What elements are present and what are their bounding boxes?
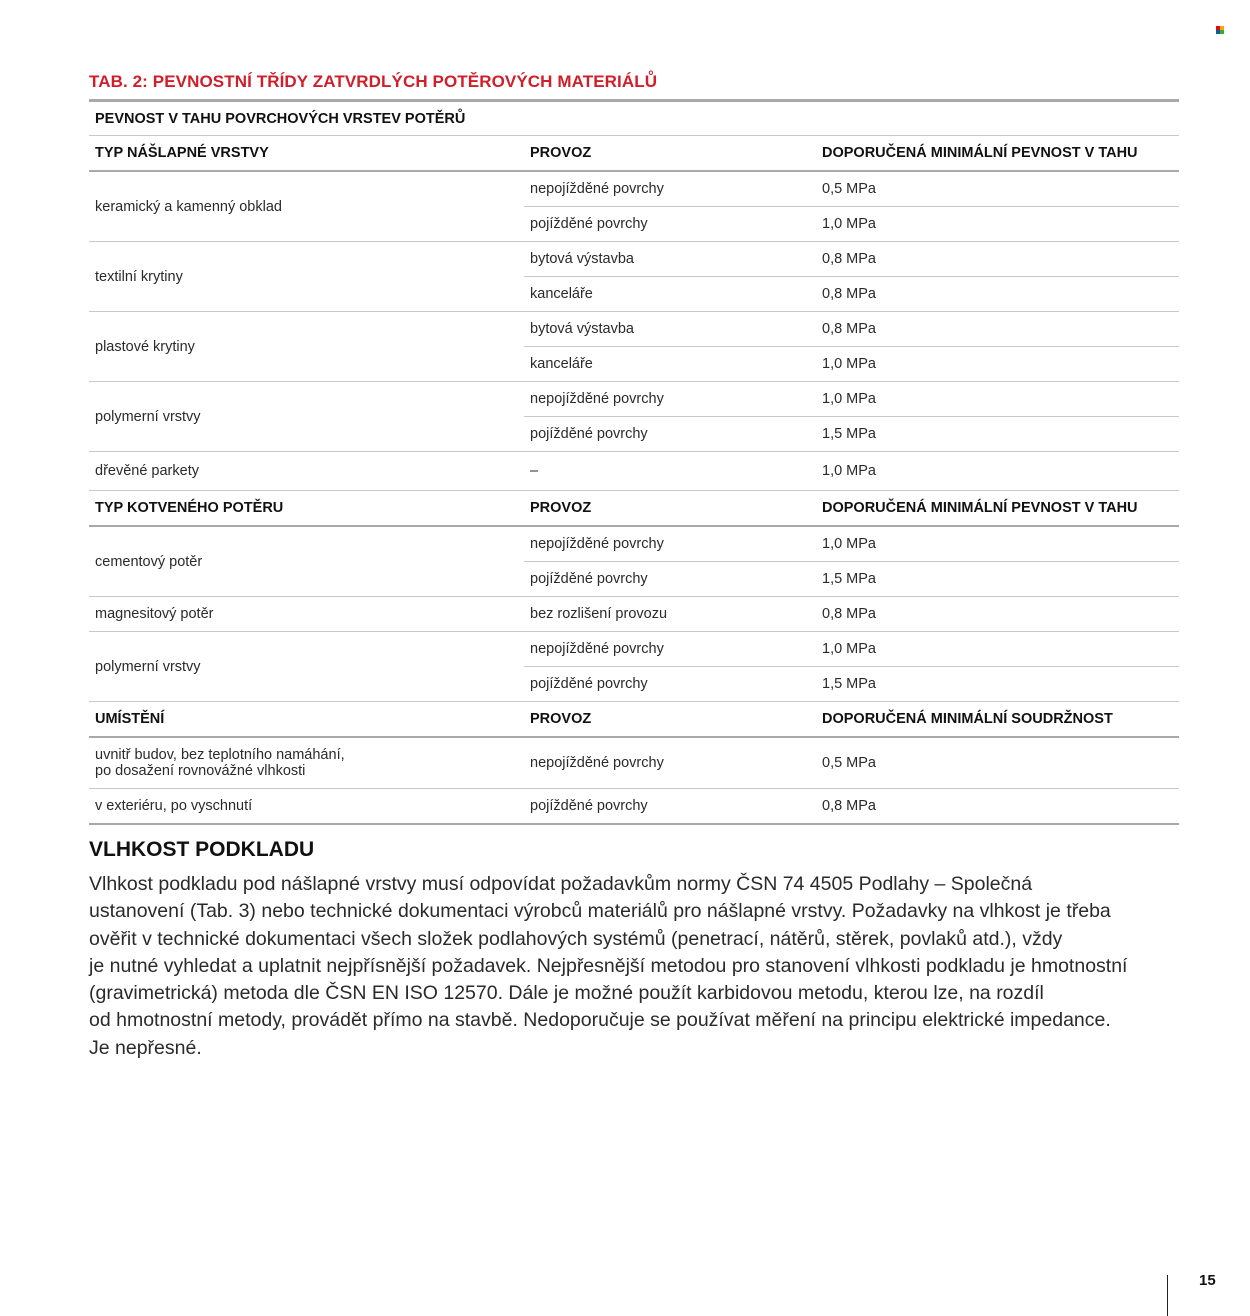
operation-cell: bez rozlišení provozu [524,597,816,632]
table-row [89,737,1179,789]
value-cell: 0,8 MPa [816,277,1179,312]
paragraph-line: ověřit v technické dokumentaci všech složek podlahových systémů (penetrací, nátěrů, stěrek, povlaků atd.), vždy [89,927,1063,950]
type-cell: textilní krytiny [89,242,524,312]
operation-cell: nepojížděné povrchy [524,737,816,789]
type-cell: v exteriéru, po vyschnutí [89,789,524,825]
value-cell: 1,0 MPa [816,382,1179,417]
value-cell: 0,8 MPa [816,242,1179,277]
section-heading: VLHKOST PODKLADU [89,838,315,861]
value-cell: 1,5 MPa [816,417,1179,452]
section-paragraph [89,871,1189,1062]
operation-cell: kanceláře [524,277,816,312]
value-cell: 0,5 MPa [816,171,1179,207]
operation-cell: pojížděné povrchy [524,417,816,452]
operation-cell: pojížděné povrchy [524,207,816,242]
type-cell: plastové krytiny [89,312,524,382]
header-cell: DOPORUČENÁ MINIMÁLNÍ PEVNOST V TAHU [816,491,1179,527]
header-cell: DOPORUČENÁ MINIMÁLNÍ SOUDRŽNOST [816,702,1179,738]
value-cell: 1,0 MPa [816,632,1179,667]
header-cell: PROVOZ [524,702,816,738]
header-cell: UMÍSTĚNÍ [89,702,524,738]
table-row [89,597,1179,632]
type-cell: polymerní vrstvy [89,382,524,452]
type-cell-line: uvnitř budov, bez teplotního namáhání, [95,747,345,763]
value-cell: 1,0 MPa [816,207,1179,242]
type-cell: polymerní vrstvy [89,632,524,702]
header-cell: PROVOZ [524,491,816,527]
brand-logo-icon [1216,26,1224,34]
table-row [89,789,1179,825]
table-row [89,312,1179,347]
operation-cell: – [524,452,816,491]
page-number-rule [1167,1275,1168,1316]
paragraph-line: (gravimetrická) metoda dle ČSN EN ISO 12570. Dále je možné použít karbidovou metodu, kterou lze, na rozdíl [89,982,1044,1005]
value-cell: 0,8 MPa [816,312,1179,347]
value-cell: 1,5 MPa [816,562,1179,597]
table-caption-row [89,102,1179,136]
paragraph-line: Vlhkost podkladu pod nášlapné vrstvy musí odpovídat požadavkům normy ČSN 74 4505 Podlahy – Společná [89,873,1033,895]
header-cell: TYP KOTVENÉHO POTĚRU [89,491,524,527]
operation-cell: nepojížděné povrchy [524,382,816,417]
type-cell: dřevěné parkety [89,452,524,491]
type-cell: cementový potěr [89,526,524,597]
table-row [89,526,1179,562]
header-cell: TYP NÁŠLAPNÉ VRSTVY [89,136,524,172]
value-cell: 1,0 MPa [816,526,1179,562]
header-cell: DOPORUČENÁ MINIMÁLNÍ PEVNOST V TAHU [816,136,1179,172]
operation-cell: pojížděné povrchy [524,562,816,597]
value-cell: 0,8 MPa [816,597,1179,632]
paragraph-line: Je nepřesné. [89,1036,202,1059]
page-number: 15 [1199,1272,1216,1289]
paragraph-line: je nutné vyhledat a uplatnit nejpřísnější požadavek. Nejpřesnější metodou pro stanovení vlhkosti podkladu je hmotnostní [89,954,1128,977]
table-header-row [89,136,1179,172]
value-cell: 1,0 MPa [816,452,1179,491]
type-cell: magnesitový potěr [89,597,524,632]
paragraph-line: ustanovení (Tab. 3) nebo technické dokumentaci výrobců materiálů pro nášlapné vrstvy. Požadavky na vlhkost je třeba [89,900,1111,923]
operation-cell: bytová výstavba [524,312,816,347]
table-header-row [89,702,1179,738]
type-cell [89,737,524,789]
value-cell: 0,8 MPa [816,789,1179,825]
value-cell: 1,5 MPa [816,667,1179,702]
table-row [89,382,1179,417]
table-row [89,171,1179,207]
type-cell-line: po dosažení rovnovážné vlhkosti [95,763,306,779]
operation-cell: pojížděné povrchy [524,789,816,825]
type-cell: keramický a kamenný obklad [89,171,524,242]
value-cell: 1,0 MPa [816,347,1179,382]
operation-cell: bytová výstavba [524,242,816,277]
table-row [89,242,1179,277]
operation-cell: pojížděné povrchy [524,667,816,702]
operation-cell: nepojížděné povrchy [524,526,816,562]
paragraph-line: od hmotnostní metody, provádět přímo na stavbě. Nedoporučuje se používat měření na principu elektrické impedance. [89,1009,1111,1032]
strength-table [89,102,1179,825]
operation-cell: kanceláře [524,347,816,382]
operation-cell: nepojížděné povrchy [524,171,816,207]
table-header-row [89,491,1179,527]
table-row [89,632,1179,667]
header-cell: PROVOZ [524,136,816,172]
table-row [89,452,1179,491]
table-caption: PEVNOST V TAHU POVRCHOVÝCH VRSTEV POTĚRŮ [89,102,1179,136]
table-title: TAB. 2: PEVNOSTNÍ TŘÍDY ZATVRDLÝCH POTĚROVÝCH MATERIÁLŮ [89,72,658,91]
value-cell: 0,5 MPa [816,737,1179,789]
operation-cell: nepojížděné povrchy [524,632,816,667]
